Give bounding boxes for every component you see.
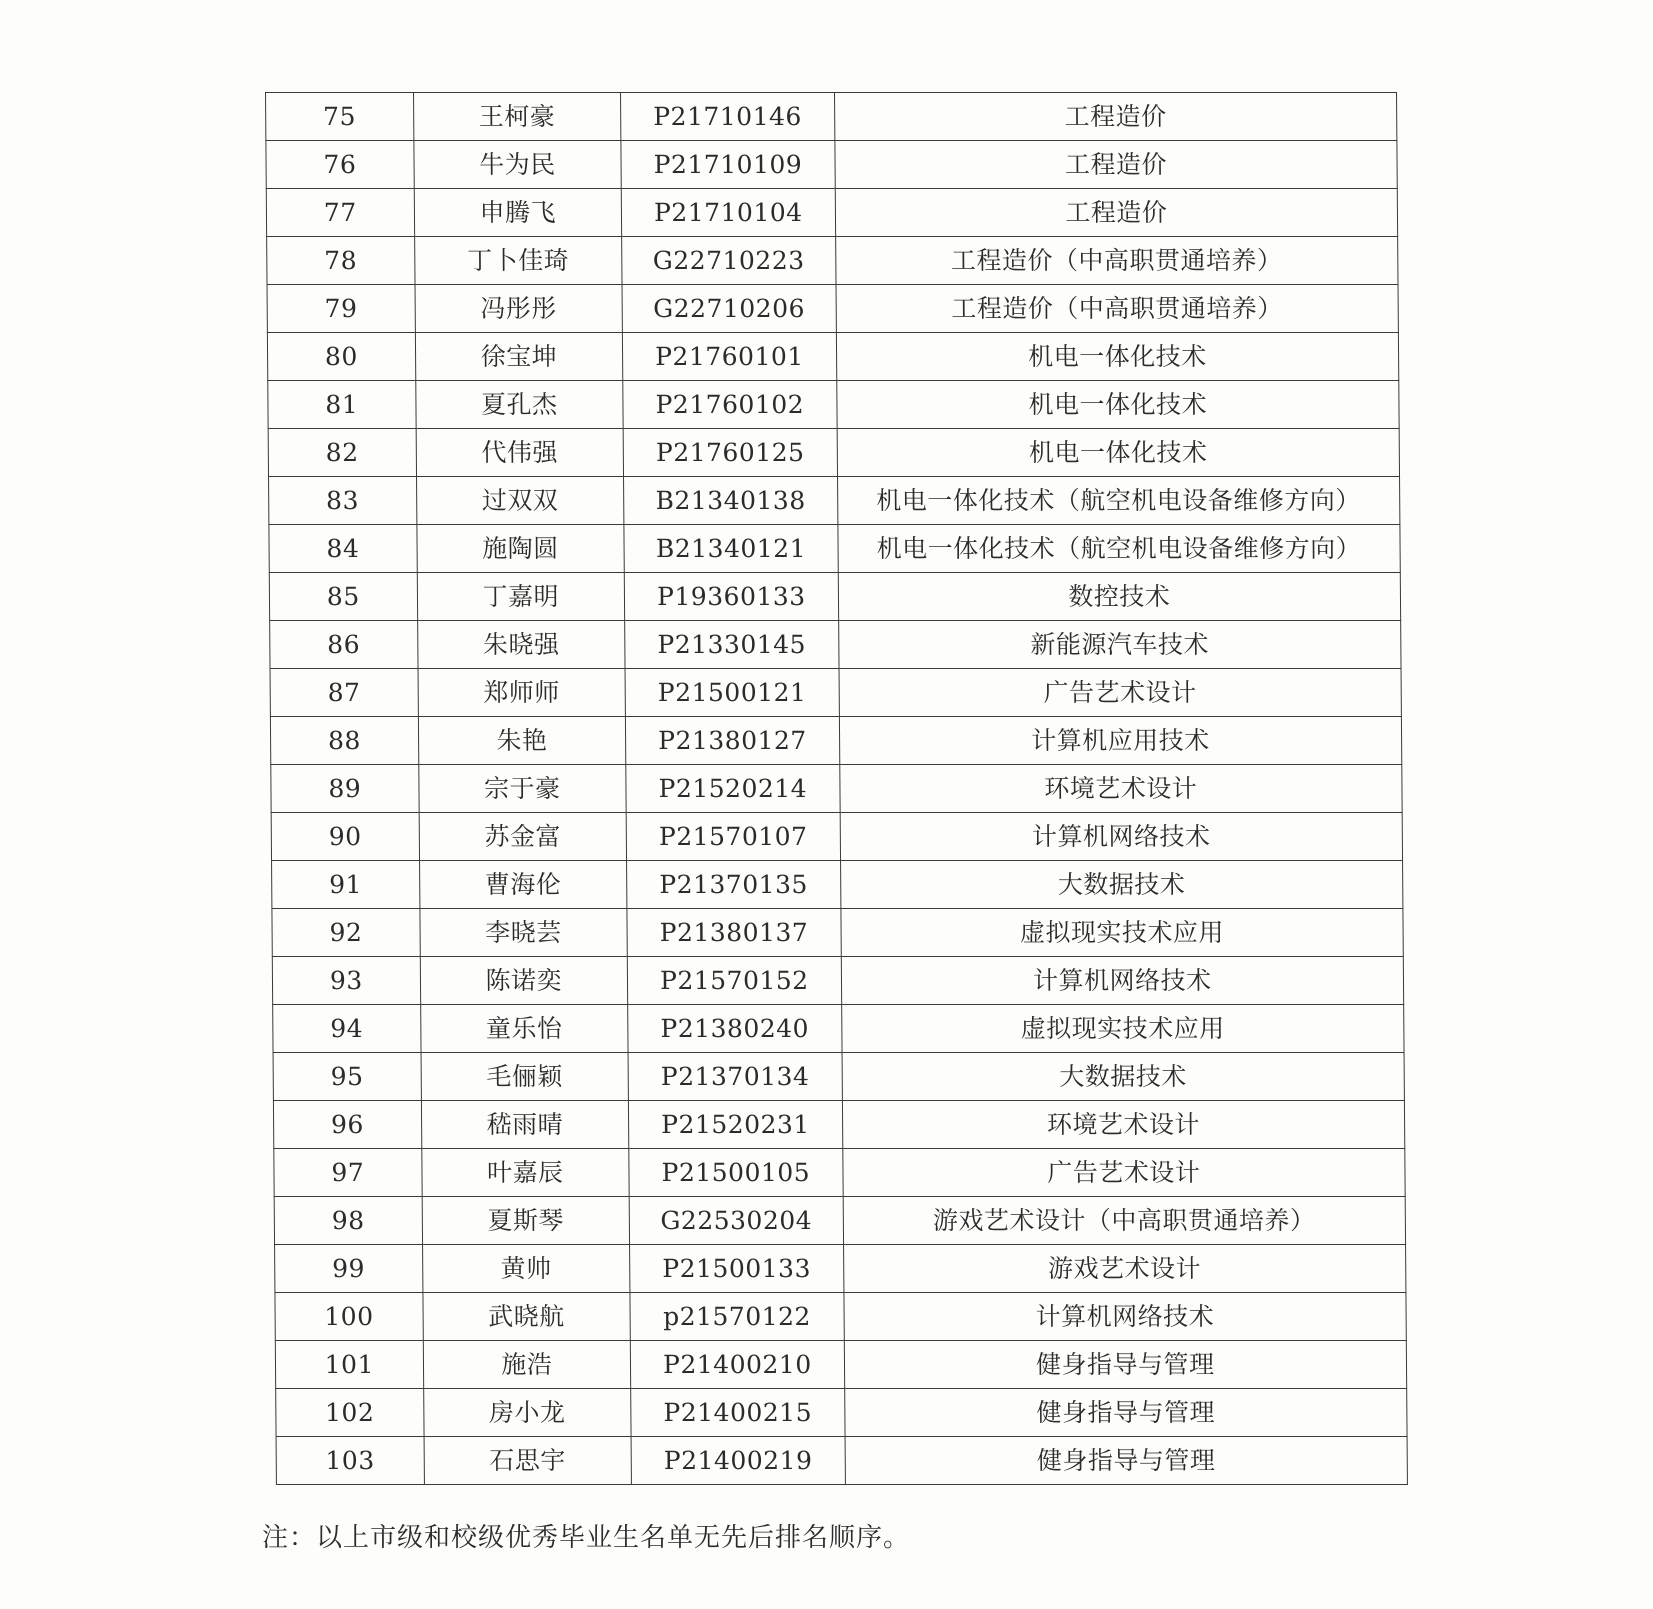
- student-name-cell: 夏孔杰: [415, 381, 623, 429]
- major-cell: 工程造价（中高职贯通培养）: [836, 285, 1399, 333]
- student-name-cell: 申腾飞: [414, 189, 622, 237]
- row-number-cell: 82: [268, 429, 416, 477]
- student-id-cell: P21500121: [625, 669, 839, 717]
- major-cell: 游戏艺术设计（中高职贯通培养）: [843, 1197, 1406, 1245]
- major-cell: 环境艺术设计: [840, 765, 1403, 813]
- table-row: [273, 1053, 1404, 1101]
- major-cell: 计算机网络技术: [841, 957, 1404, 1005]
- student-name-cell: 曹海伦: [419, 861, 627, 909]
- row-number-cell: 100: [275, 1293, 423, 1341]
- table-row: [272, 957, 1403, 1005]
- student-id-cell: P21400210: [630, 1341, 844, 1389]
- table-row: [273, 1005, 1404, 1053]
- student-id-cell: P21570152: [627, 957, 841, 1005]
- row-number-cell: 75: [266, 93, 414, 141]
- student-name-cell: 丁卜佳琦: [414, 237, 622, 285]
- student-id-cell: P21400215: [631, 1389, 845, 1437]
- student-id-cell: P21570107: [626, 813, 840, 861]
- table-row: [269, 477, 1400, 525]
- student-name-cell: 石思宇: [424, 1437, 632, 1485]
- student-id-cell: P21710109: [621, 141, 835, 189]
- major-cell: 工程造价: [835, 141, 1398, 189]
- row-number-cell: 86: [270, 621, 418, 669]
- major-cell: 游戏艺术设计: [843, 1245, 1406, 1293]
- table-row: [270, 621, 1401, 669]
- student-name-cell: 丁嘉明: [417, 573, 625, 621]
- table-row: [270, 717, 1401, 765]
- major-cell: 健身指导与管理: [844, 1341, 1407, 1389]
- major-cell: 工程造价: [834, 93, 1397, 141]
- table-row: [267, 237, 1398, 285]
- row-number-cell: 96: [273, 1101, 421, 1149]
- row-number-cell: 76: [266, 141, 414, 189]
- major-cell: 机电一体化技术: [837, 429, 1400, 477]
- student-name-cell: 施浩: [423, 1341, 631, 1389]
- table-row: [275, 1293, 1406, 1341]
- major-cell: 广告艺术设计: [843, 1149, 1406, 1197]
- major-cell: 机电一体化技术: [837, 381, 1400, 429]
- table-row: [276, 1437, 1407, 1485]
- student-id-cell: P21370135: [627, 861, 841, 909]
- student-id-cell: P21760101: [622, 333, 836, 381]
- row-number-cell: 93: [272, 957, 420, 1005]
- table-row: [268, 381, 1399, 429]
- major-cell: 计算机网络技术: [840, 813, 1403, 861]
- student-name-cell: 过双双: [416, 477, 624, 525]
- student-id-cell: P21520214: [626, 765, 840, 813]
- row-number-cell: 83: [269, 477, 417, 525]
- major-cell: 虚拟现实技术应用: [841, 1005, 1404, 1053]
- student-id-cell: P21380240: [628, 1005, 842, 1053]
- student-name-cell: 宗于豪: [418, 765, 626, 813]
- student-id-cell: P21500133: [630, 1245, 844, 1293]
- table-row: [269, 573, 1400, 621]
- row-number-cell: 88: [270, 717, 418, 765]
- table-row: [271, 765, 1402, 813]
- major-cell: 大数据技术: [840, 861, 1403, 909]
- table-row: [267, 285, 1398, 333]
- major-cell: 健身指导与管理: [845, 1437, 1408, 1485]
- row-number-cell: 79: [267, 285, 415, 333]
- major-cell: 大数据技术: [842, 1053, 1405, 1101]
- student-id-cell: P21760102: [623, 381, 837, 429]
- major-cell: 环境艺术设计: [842, 1101, 1405, 1149]
- student-id-cell: P21760125: [623, 429, 837, 477]
- table-row: [266, 141, 1397, 189]
- major-cell: 工程造价（中高职贯通培养）: [835, 237, 1398, 285]
- row-number-cell: 103: [276, 1437, 424, 1485]
- table-row: [274, 1149, 1405, 1197]
- table-row: [274, 1197, 1405, 1245]
- table-row: [270, 669, 1401, 717]
- row-number-cell: 87: [270, 669, 418, 717]
- major-cell: 计算机网络技术: [844, 1293, 1407, 1341]
- table-row: [275, 1245, 1406, 1293]
- student-name-cell: 夏斯琴: [422, 1197, 630, 1245]
- student-id-cell: P19360133: [624, 573, 838, 621]
- table-row: [268, 429, 1399, 477]
- table-row: [269, 525, 1400, 573]
- student-id-cell: P21710104: [621, 189, 835, 237]
- student-id-cell: B21340138: [624, 477, 838, 525]
- row-number-cell: 102: [276, 1389, 424, 1437]
- row-number-cell: 97: [274, 1149, 422, 1197]
- student-name-cell: 郑师师: [418, 669, 626, 717]
- student-id-cell: P21400219: [631, 1437, 845, 1485]
- student-id-cell: P21710146: [621, 93, 835, 141]
- row-number-cell: 101: [275, 1341, 423, 1389]
- student-id-cell: G22710223: [622, 237, 836, 285]
- major-cell: 广告艺术设计: [839, 669, 1402, 717]
- student-name-cell: 李晓芸: [420, 909, 628, 957]
- student-name-cell: 冯彤彤: [415, 285, 623, 333]
- graduate-roster-table: [265, 92, 1408, 1485]
- row-number-cell: 85: [269, 573, 417, 621]
- student-id-cell: P21520231: [628, 1101, 842, 1149]
- student-name-cell: 毛俪颖: [421, 1053, 629, 1101]
- table-row: [273, 1101, 1404, 1149]
- footnote: 注：以上市级和校级优秀毕业生名单无先后排名顺序。: [262, 1523, 911, 1553]
- table-row: [275, 1341, 1406, 1389]
- student-name-cell: 徐宝坤: [415, 333, 623, 381]
- student-name-cell: 王柯豪: [413, 93, 621, 141]
- student-name-cell: 代伟强: [416, 429, 624, 477]
- table-row: [272, 909, 1403, 957]
- student-id-cell: P21370134: [628, 1053, 842, 1101]
- student-id-cell: P21380137: [627, 909, 841, 957]
- table-row: [276, 1389, 1407, 1437]
- major-cell: 工程造价: [835, 189, 1398, 237]
- table-row: [266, 189, 1397, 237]
- table-row: [272, 861, 1403, 909]
- row-number-cell: 90: [271, 813, 419, 861]
- student-name-cell: 牛为民: [414, 141, 622, 189]
- major-cell: 机电一体化技术: [836, 333, 1399, 381]
- student-name-cell: 朱晓强: [417, 621, 625, 669]
- student-id-cell: p21570122: [630, 1293, 844, 1341]
- major-cell: 新能源汽车技术: [838, 621, 1401, 669]
- student-name-cell: 武晓航: [423, 1293, 631, 1341]
- student-name-cell: 嵇雨晴: [421, 1101, 629, 1149]
- major-cell: 机电一体化技术（航空机电设备维修方向）: [838, 525, 1401, 573]
- student-name-cell: 朱艳: [418, 717, 626, 765]
- row-number-cell: 89: [271, 765, 419, 813]
- table-row: [271, 813, 1402, 861]
- student-id-cell: G22710206: [622, 285, 836, 333]
- student-id-cell: G22530204: [629, 1197, 843, 1245]
- student-name-cell: 叶嘉辰: [421, 1149, 629, 1197]
- row-number-cell: 78: [267, 237, 415, 285]
- student-id-cell: P21330145: [625, 621, 839, 669]
- student-name-cell: 陈诺奕: [420, 957, 628, 1005]
- row-number-cell: 92: [272, 909, 420, 957]
- major-cell: 虚拟现实技术应用: [841, 909, 1404, 957]
- row-number-cell: 95: [273, 1053, 421, 1101]
- major-cell: 健身指导与管理: [844, 1389, 1407, 1437]
- row-number-cell: 80: [267, 333, 415, 381]
- student-name-cell: 苏金富: [419, 813, 627, 861]
- row-number-cell: 94: [273, 1005, 421, 1053]
- student-name-cell: 施陶圆: [417, 525, 625, 573]
- roster-table-body: [266, 93, 1408, 1485]
- row-number-cell: 98: [274, 1197, 422, 1245]
- student-name-cell: 黄帅: [422, 1245, 630, 1293]
- row-number-cell: 91: [272, 861, 420, 909]
- table-row: [267, 333, 1398, 381]
- student-id-cell: P21500105: [629, 1149, 843, 1197]
- major-cell: 计算机应用技术: [839, 717, 1402, 765]
- student-name-cell: 房小龙: [423, 1389, 631, 1437]
- table-row: [266, 93, 1397, 141]
- row-number-cell: 81: [268, 381, 416, 429]
- student-id-cell: P21380127: [625, 717, 839, 765]
- row-number-cell: 84: [269, 525, 417, 573]
- student-name-cell: 童乐怡: [420, 1005, 628, 1053]
- row-number-cell: 77: [266, 189, 414, 237]
- row-number-cell: 99: [275, 1245, 423, 1293]
- major-cell: 数控技术: [838, 573, 1401, 621]
- major-cell: 机电一体化技术（航空机电设备维修方向）: [837, 477, 1400, 525]
- student-id-cell: B21340121: [624, 525, 838, 573]
